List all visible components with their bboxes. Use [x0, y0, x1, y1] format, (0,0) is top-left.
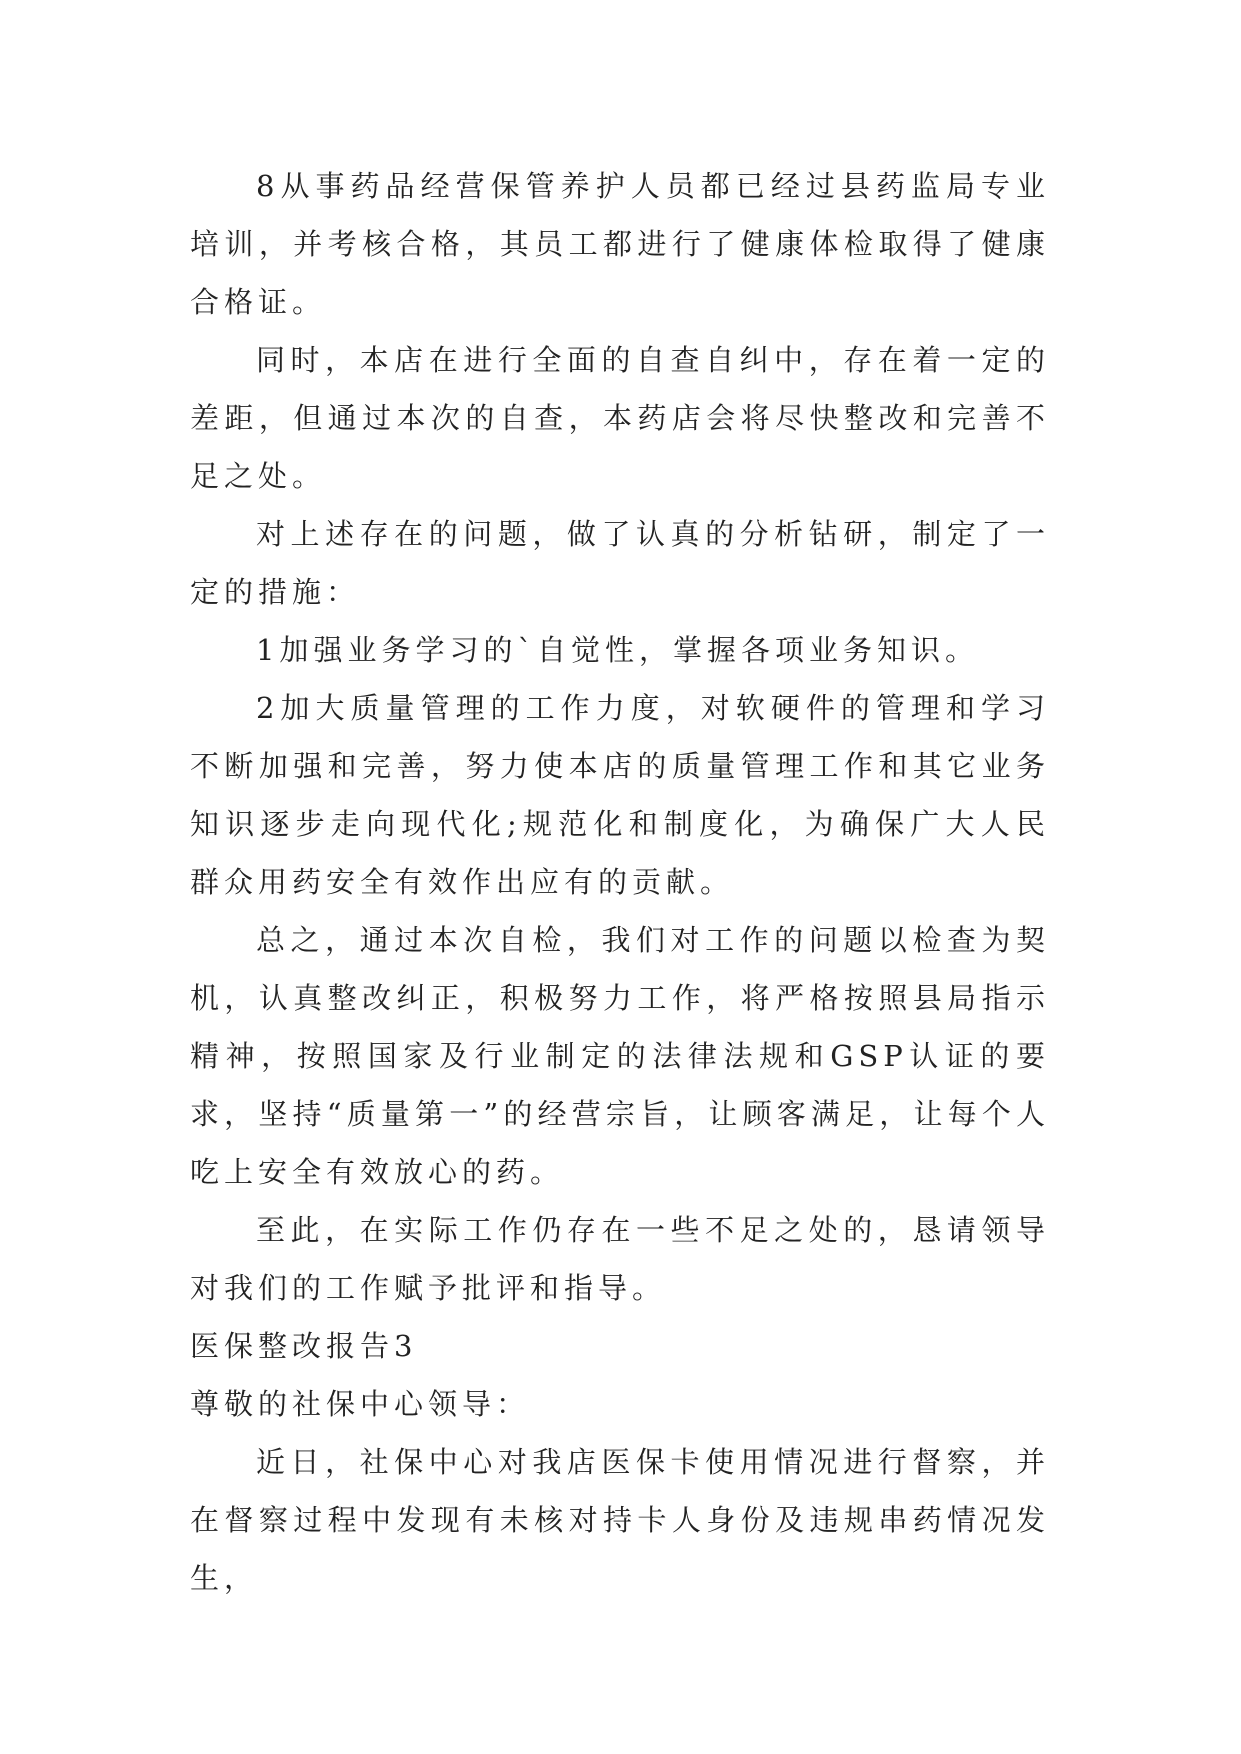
paragraph-self-inspection-gap: 同时，本店在进行全面的自查自纠中，存在着一定的差距，但通过本次的自查，本药店会将尽快整改和完善不足之处。	[190, 343, 1050, 493]
paragraph-summary: 总之，通过本次自检，我们对工作的问题以检查为契机，认真整改纠正，积极努力工作，将严格按照县局指示精神，按照国家及行业制定的法律法规和GSP认证的要求，坚持“质量第一”的经营宗旨，让顾客满足，让每个人吃上安全有效放心的药。	[190, 923, 1050, 1189]
paragraph-report-intro: 近日，社保中心对我店医保卡使用情况进行督察，并在督察过程中发现有未核对持卡人身份及违规串药情况发生，	[190, 1445, 1050, 1595]
document-body	[190, 157, 1050, 1607]
paragraph-measure-1: 1加强业务学习的`自觉性，掌握各项业务知识。	[256, 633, 979, 667]
paragraph-closing: 至此，在实际工作仍存在一些不足之处的，恳请领导对我们的工作赋予批评和指导。	[190, 1213, 1050, 1305]
paragraph-staff-training: 8从事药品经营保管养护人员都已经过县药监局专业培训，并考核合格，其员工都进行了健康体检取得了健康合格证。	[190, 169, 1050, 319]
salutation: 尊敬的社保中心领导：	[190, 1387, 531, 1421]
paragraph-measure-2: 2加大质量管理的工作力度，对软硬件的管理和学习不断加强和完善，努力使本店的质量管理工作和其它业务知识逐步走向现代化;规范化和制度化，为确保广大人民群众用药安全有效作出应有的贡献。	[190, 691, 1050, 899]
section-heading: 医保整改报告3	[190, 1329, 418, 1363]
paragraph-measures-intro: 对上述存在的问题，做了认真的分析钻研，制定了一定的措施：	[190, 517, 1050, 609]
